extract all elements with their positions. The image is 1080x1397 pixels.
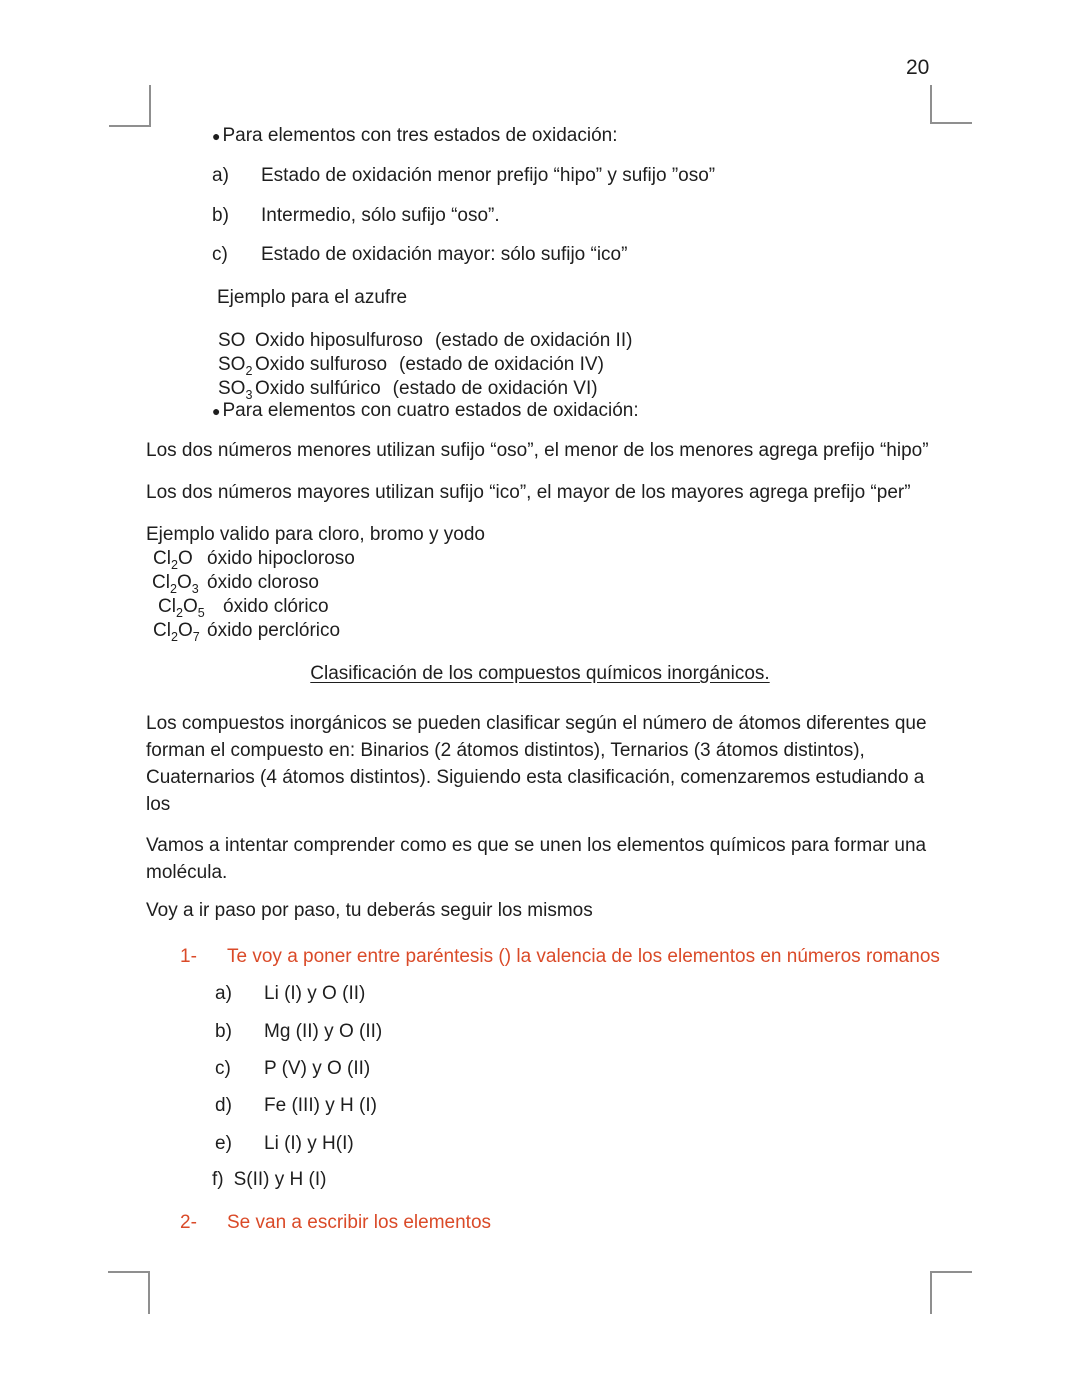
list-item-text: Intermedio, sólo sufijo “oso”. [261,205,500,226]
compound-name: Oxido sulfúrico [255,378,381,399]
margin-mark-top-right-icon [930,85,972,124]
sulfur-example-title: Ejemplo para el azufre [217,287,408,308]
intro-molecule-paragraph: Vamos a intentar comprender como es que se unen los elementos químicos para formar una molécula. [146,835,927,883]
list-item-text: Estado de oxidación menor prefijo “hipo” y sufijo ”oso” [261,165,716,186]
compound-name: Oxido hiposulfuroso [255,330,423,351]
chemical-formula: $SO_2$ [218,354,253,378]
bullet-three-states-text: Para elementos con tres estados de oxidación: [222,125,618,146]
step-1 [180,945,940,969]
chemical-formula: $Cl_2O_7$ [153,620,200,644]
sulfur-row [218,377,598,401]
list-item-label: a) [212,165,229,186]
list-item-label: b) [215,1021,232,1042]
list-item-text: Li (I) y H(I) [264,1133,354,1154]
step-text: Se van a escribir los elementos [227,1212,492,1233]
page-number: 20 [906,56,930,79]
list-item-text: P (V) y O (II) [264,1058,371,1079]
list-item-text: S(II) y H (I) [233,1169,327,1190]
chemical-formula: $Cl_2O$ [153,548,193,572]
rule-major: Los dos números mayores utilizan sufijo “ico”, el mayor de los mayores agrega prefijo “per” [146,482,911,503]
sulfur-row [218,353,604,377]
chemical-formula: $Cl_2O_5$ [158,596,205,620]
step-number: 1- [180,946,197,967]
valencia-item-a [215,982,365,1006]
oxidation-state: (estado de oxidación IV) [399,354,604,375]
list-item-label: d) [215,1095,232,1116]
list-item-text: Mg (II) y O (II) [264,1021,383,1042]
bullet-icon: ● [212,403,221,419]
list-item-text: Li (I) y O (II) [264,983,366,1004]
list-item-label: e) [215,1133,232,1154]
chemical-formula: $SO_3$ [218,378,253,402]
valencia-item-d [215,1094,377,1118]
rule-minor: Los dos números menores utilizan sufijo “oso”, el menor de los menores agrega prefijo “hipo” [146,440,929,461]
chlorine-row [153,547,355,571]
compound-name: óxido perclórico [207,620,341,641]
compound-name: óxido hipocloroso [207,548,355,569]
section-heading: Clasificación de los compuestos químicos inorgánicos. [310,663,770,684]
oxidation-state: (estado de oxidación VI) [392,378,598,399]
step-by-step-line: Voy a ir paso por paso, tu deberás seguir los mismos [146,900,593,921]
chlorine-row [158,595,329,619]
classification-paragraph: Los compuestos inorgánicos se pueden clasificar según el número de átomos diferentes que forman el compuesto en: Binarios (2 átomos distintos), Ternarios (3 átomos distintos), Cuaternarios (4 átomos distintos). Siguiendo esta clasificación, comenzaremos estudiando a los [146,713,927,815]
bullet-four-states-text: Para elementos con cuatro estados de oxidación: [222,400,639,421]
margin-mark-bottom-left-icon [108,1271,150,1314]
list-item-b [212,204,500,228]
bullet-three-states [212,124,617,148]
step-2 [180,1211,491,1235]
list-item-text: Estado de oxidación mayor: sólo sufijo “ico” [261,244,628,265]
bullet-four-states [212,399,639,423]
compound-name: óxido cloroso [207,572,319,593]
list-item-label: c) [215,1058,231,1079]
valencia-item-e [215,1132,354,1156]
list-item-label: b) [212,205,229,226]
list-item-a [212,164,715,188]
chemical-formula: SO [218,330,246,351]
list-item-text: Fe (III) y H (I) [264,1095,377,1116]
list-item-c [212,243,627,267]
valencia-item-c [215,1057,370,1081]
valencia-item-f [212,1168,327,1192]
chlorine-example-title: Ejemplo valido para cloro, bromo y yodo [146,524,486,545]
list-item-label: f) [212,1169,224,1190]
bullet-icon: ● [212,128,221,144]
compound-name: óxido clórico [223,596,329,617]
compound-name: Oxido sulfuroso [255,354,388,375]
step-number: 2- [180,1212,197,1233]
margin-mark-bottom-right-icon [930,1271,972,1314]
oxidation-state: (estado de oxidación II) [434,330,633,351]
step-text: Te voy a poner entre paréntesis () la valencia de los elementos en números romanos [227,946,940,967]
sulfur-row [218,329,632,353]
chlorine-row [153,619,340,643]
valencia-item-b [215,1020,382,1044]
margin-mark-top-left-icon [109,85,151,127]
list-item-label: a) [215,983,232,1004]
chlorine-row [152,571,319,595]
chemical-formula: $Cl_2O_3$ [152,572,199,596]
list-item-label: c) [212,244,228,265]
